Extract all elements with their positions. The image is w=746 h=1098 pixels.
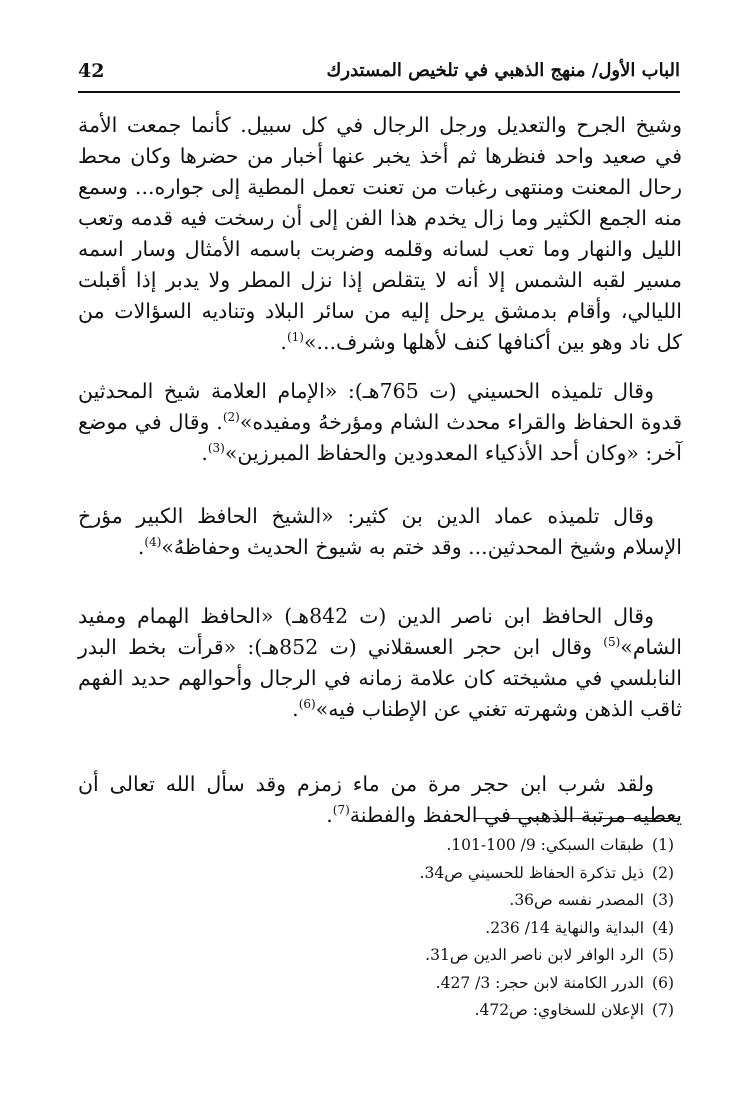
paragraph-end: .	[292, 697, 299, 721]
footnote-ref: (2)	[222, 410, 240, 425]
footnote-ref: (1)	[286, 330, 304, 345]
paragraph-end: .	[137, 535, 145, 559]
running-header	[78, 58, 680, 94]
paragraph-text-continued: . وقال في موضع آخر: «وكان أحد الأذكياء المعدودين والحفاظ المبرزين»	[78, 410, 682, 465]
paragraph-5	[78, 769, 682, 831]
paragraph-end: .	[326, 803, 333, 827]
page-number: 42	[78, 60, 105, 82]
footnote-ref: (4)	[144, 535, 162, 550]
footnote-text: ذيل تذكرة الحفاظ للحسيني ص34.	[419, 863, 644, 882]
footnotes	[78, 832, 682, 1025]
footnote-text: الدرر الكامنة لابن حجر: 3/ 427.	[435, 973, 644, 992]
paragraph-1	[78, 110, 682, 376]
footnote-item	[78, 970, 682, 998]
footnote-number: (6)	[652, 973, 674, 992]
chapter-title: الباب الأول/ منهج الذهبي في تلخيص المستدرك	[326, 60, 680, 81]
footnote-number: (7)	[652, 1001, 674, 1019]
paragraph-2	[78, 376, 682, 501]
footnote-item	[78, 915, 682, 943]
footnote-text: البداية والنهاية 14/ 236.	[485, 918, 644, 937]
paragraph-text: وقال الحافظ ابن ناصر الدين (ت 842هـ) «الحافظ الهمام ومفيد الشام»	[78, 604, 682, 659]
footnote-item	[78, 997, 682, 1025]
footnote-number: (1)	[652, 836, 674, 854]
footnote-number: (4)	[652, 918, 674, 937]
footnote-ref: (5)	[603, 635, 621, 650]
paragraph-end: .	[280, 330, 287, 354]
paragraph-text: ولقد شرب ابن حجر مرة من ماء زمزم وقد سأل الله تعالى أن يعطيه مرتبة الذهبي في الحفظ والفطنة	[78, 772, 682, 827]
paragraph-text-continued: وقال ابن حجر العسقلاني (ت 852هـ): «قرأت بخط البدر النابلسي في مشيخته كان علامة زمانه في الرجال وأحوالهم حديد الفهم ثاقب الذهن وشهرته تغني عن الإطناب فيه»	[78, 635, 682, 721]
footnote-number: (2)	[652, 863, 674, 882]
paragraph-3	[78, 501, 682, 571]
footnote-text: الرد الوافر لابن ناصر الدين ص31.	[425, 946, 644, 964]
paragraph-text: وقال تلميذه عماد الدين بن كثير: «الشيخ الحافظ الكبير مؤرخ الإسلام وشيخ المحدثين... وقد ختم به شيوخ الحديث وحفاظهُ»	[78, 504, 682, 559]
paragraph-text: وشيخ الجرح والتعديل ورجل الرجال في كل سبيل. كأنما جمعت الأمة في صعيد واحد فنظرها ثم أخذ يخبر عنها أخبار من حضرها وكان محط رحال المعنت ومنتهى رغبات من تعنت تعمل المطية إلى جواره... وسمع منه الجمع الكثير وما زال يخدم هذا الفن إلى أن رسخت فيه قدمه وتعب الليل والنهار وما تعب لسانه وقلمه وضربت باسمه الأمثال وسار اسمه مسير لقبه الشمس إلا أنه لا يتقلص إذا نزل المطر ولا يدبر إذا أقبلت الليالي، وأقام بدمشق يرحل إليه من سائر البلاد وتناديه السؤالات من كل ناد وهو بين أكنافها كنف لأهلها وشرف...»	[78, 113, 682, 354]
paragraph-end: .	[201, 441, 208, 465]
footnote-text: طبقات السبكي: 9/ 100-101.	[446, 836, 644, 854]
footnote-number: (3)	[652, 891, 674, 909]
footnote-text: الإعلان للسخاوي: ص472.	[474, 1001, 644, 1019]
main-text	[78, 110, 682, 831]
footnote-text: المصدر نفسه ص36.	[509, 891, 644, 909]
footnote-item	[78, 860, 682, 888]
footnote-item	[78, 887, 682, 915]
footnote-ref: (7)	[332, 803, 350, 818]
footnote-number: (5)	[652, 946, 674, 964]
footnote-item	[78, 942, 682, 970]
paragraph-text: وقال تلميذه الحسيني (ت 765هـ): «الإمام العلامة شيخ المحدثين قدوة الحفاظ والقراء محدث الشام ومؤرخهُ ومفيده»	[78, 379, 682, 434]
header-rule	[78, 91, 680, 93]
paragraph-4	[78, 601, 682, 741]
footnote-separator	[474, 818, 680, 819]
footnote-item	[78, 832, 682, 860]
footnote-ref: (6)	[298, 697, 316, 712]
footnote-ref: (3)	[207, 441, 225, 456]
